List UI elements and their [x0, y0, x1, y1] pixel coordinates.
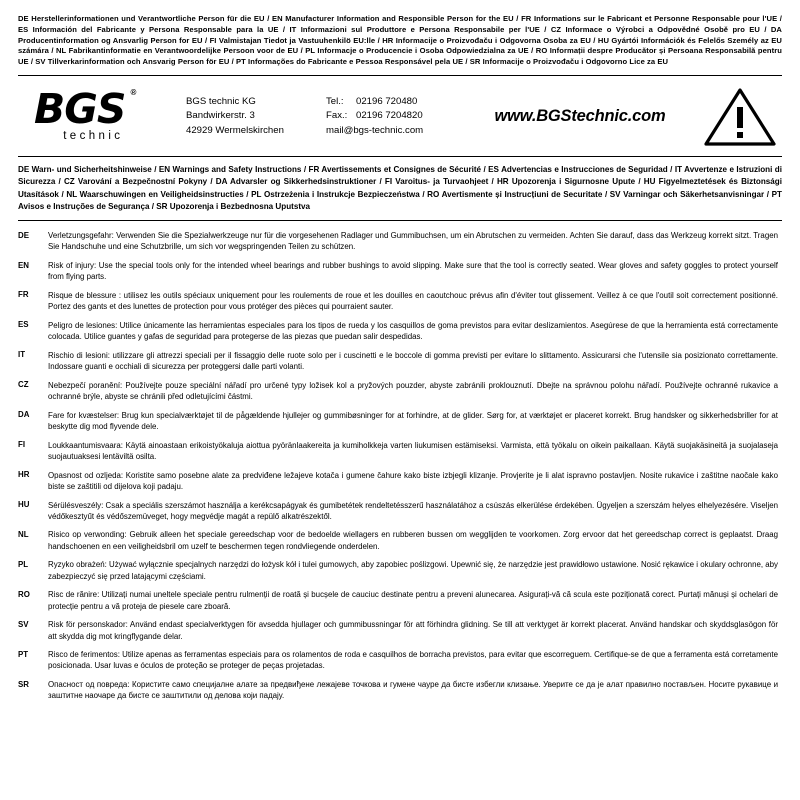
- instruction-text: Loukkaantumisvaara: Käytä ainoastaan erikoistyökaluja aiottua pyöränlaakereita ja kumiholkkeja varten liukumisen estämiseksi. Varmista, että työkalu on oikein paikallaan. Käytä suojakäsineitä ja suojalaseja suojautuaksesi lentäviltä osilta.: [48, 440, 778, 461]
- company-street: Bandwirkerstr. 3: [186, 110, 255, 122]
- instruction-row: [18, 290, 782, 312]
- language-code: DA: [18, 410, 30, 420]
- instruction-text: Sérülésveszély: Csak a speciális szerszámot használja a kerékcsapágyak és gumibetétek rendeltetésszerű használatához a csúszás elkerülése érdekében. Ügyeljen a szerszám helyes elhelyezésére. Viseljen védőkesztyűt és védőszemüveget, hogy megvédje magát a repülő alkatrészektől.: [48, 500, 778, 521]
- fax-row: [326, 109, 476, 124]
- email-row: [326, 124, 476, 139]
- language-code: ES: [18, 320, 29, 330]
- company-address: [186, 95, 326, 140]
- instruction-row: [18, 350, 782, 372]
- language-code: RO: [18, 589, 30, 599]
- instruction-row: [18, 649, 782, 671]
- language-code: PT: [18, 649, 29, 659]
- email-value[interactable]: mail@bgs-technic.com: [326, 125, 424, 137]
- instruction-row: [18, 679, 782, 701]
- instruction-row: [18, 529, 782, 551]
- instructions-list: [18, 221, 782, 702]
- fax-label: Fax.:: [326, 110, 348, 122]
- instruction-row: [18, 500, 782, 522]
- logo-subtext: technic: [63, 130, 124, 143]
- instruction-text: Risk för personskador: Använd endast specialverktygen för avsedda hjullager och gummibussningar för att förhindra glidning. Se till att verktyget är korrekt placerat. Använd handskar och skyddsglasögon för att skydda dig mot kringflygande delar.: [48, 620, 778, 641]
- telephone-row: [326, 95, 476, 110]
- manufacturer-info-block: DE Herstellerinformationen und Verantwortliche Person für die EU / EN Manufacturer Information and Responsible Person for the EU / FR Informations sur le Fabricant et Personne Responsable pour l'UE / ES Información del Fabricante y Persona Responsable para la UE / IT Informazioni sul Produttore e Persona Responsabile per l'UE / CZ Informace o Výrobci a Odpovědné Osobě pro EU / DA Producentinformation og Ansvarlig Person for EU / FI Valmistajan Tiedot ja Vastuuhenkilö EU:lle / HR Informacije o Proizvođaču i Odgovorna Osoba za EU / HU Gyártói Információk és Felelős Személy az EU számára / NL Fabrikantinformatie en Verantwoordelijke Persoon voor de EU / PL Informacje o Producencie i Osoba Odpowiedzialna za UE / RO Informații despre Producător și Persoana Responsabilă pentru UE / SV Tillverkarinformation och Ansvarig Person för EU / PT Informações do Fabricante e Pessoa Responsável pela UE / SR Informacije o Proizvođaču i Odgovorno Lice za EU: [18, 14, 782, 67]
- telephone-label: Tel.:: [326, 95, 344, 107]
- instruction-text: Risc de rănire: Utilizați numai uneltele speciale pentru rulmenții de roată și bucșele de cauciuc destinate pentru a preveni alunecarea. Asigurați-vă că scula este poziționată corect. Purtați mănuși și ochelari de protecție pentru a vă proteja de piesele care zboară.: [48, 590, 778, 611]
- instruction-row: [18, 230, 782, 252]
- instruction-row: [18, 559, 782, 581]
- language-code: NL: [18, 529, 29, 539]
- warning-symbol-area: [684, 87, 782, 147]
- language-code: HU: [18, 500, 30, 510]
- safety-instructions-heading: DE Warn- und Sicherheitshinweise / EN Warnings and Safety Instructions / FR Avertissements et Consignes de Sécurité / ES Advertencias e Instrucciones de Seguridad / IT Avvertenze e Istruzioni di Sicurezza / CZ Varování a Bezpečnostní Pokyny / DA Advarsler og Sikkerhedsinstruktioner / FI Varoitus- ja Turvaohjeet / HR Upozorenja i Sigurnosne Upute / HU Figyelmeztetések és Biztonsági Utasítások / NL Waarschuwingen en Veiligheidsinstructies / PL Ostrzeżenia i Instrukcje Bezpieczeństwa / RO Avertismente și Instrucțiuni de Securitate / SV Varningar och Säkerhetsanvisningar / PT Avisos e Instruções de Segurança / SR Upozorenja i Bezbednosna Uputstva: [18, 164, 782, 211]
- logo-area: [18, 85, 186, 144]
- website-url[interactable]: www.BGStechnic.com: [494, 107, 666, 126]
- bgs-logo: [34, 85, 137, 143]
- instruction-row: [18, 440, 782, 462]
- instruction-text: Ryzyko obrażeń: Używać wyłącznie specjalnych narzędzi do łożysk kół i tulei gumowych, aby zapobiec poślizgowi. Upewnić się, że narzędzie jest prawidłowo ustawione. Nosić rękawice i okulary ochronne, aby zabezpieczyć się przed latającymi częściami.: [48, 560, 778, 581]
- language-code: SR: [18, 679, 29, 689]
- instruction-text: Опасност од повреда: Користите само специјалне алате за предвиђене лежајеве точкова и гумене чауре да бисте избегли клизање. Уверите се да је алат правилно постављен. Носите рукавице и заштитне наочаре да бисте се заштитили од делова који падају.: [48, 680, 778, 701]
- company-contact: [326, 95, 476, 140]
- language-code: FR: [18, 290, 29, 300]
- instruction-row: [18, 260, 782, 282]
- fax-value: 02196 7204820: [356, 110, 423, 122]
- instruction-text: Rischio di lesioni: utilizzare gli attrezzi speciali per il fissaggio delle ruote solo per i cuscinetti e le boccole di gomma previsti per evitare lo slittamento. Assicurarsi che l'utensile sia posizionato correttamente. Indossare guanti e occhiali di sicurezza per proteggersi dalle parti volanti.: [48, 350, 778, 372]
- language-code: IT: [18, 350, 26, 360]
- instruction-text: Peligro de lesiones: Utilice únicamente las herramientas especiales para los tipos de rueda y los casquillos de goma previstos para evitar deslizamientos. Asegúrese de que la herramienta está correctamente colocada. Utilice guantes y gafas de seguridad para protegerse de las piezas que puedan salir despedidas.: [48, 320, 778, 342]
- warning-triangle-icon: [704, 87, 776, 147]
- instruction-row: [18, 410, 782, 432]
- instruction-text: Verletzungsgefahr: Verwenden Sie die Spezialwerkzeuge nur für die vorgesehenen Radlager und Gummibuchsen, um ein Abrutschen zu vermeiden. Achten Sie darauf, dass das Werkzeug korrekt sitzt. Tragen Sie Handschuhe und eine Schutzbrille, um sich vor wegspringenden Teilen zu schützen.: [48, 231, 778, 252]
- language-code: PL: [18, 559, 29, 569]
- language-code: HR: [18, 470, 30, 480]
- language-code: EN: [18, 260, 29, 270]
- instruction-row: [18, 380, 782, 402]
- company-city: 42929 Wermelskirchen: [186, 125, 284, 137]
- instruction-text: Risico op verwonding: Gebruik alleen het speciale gereedschap voor de bedoelde wiellagers en rubberen bussen om wegglijden te voorkomen. Zorg ervoor dat het gereedschap correct is geplaatst. Draag handschoenen en een veiligheidsbril om uzelf te beschermen tegen rondvliegende onderdelen.: [48, 530, 778, 551]
- telephone-value: 02196 720480: [356, 95, 418, 107]
- instruction-text: Opasnost od ozljeda: Koristite samo posebne alate za predviđene ležajeve kotača i gumene čahure kako biste izbjegli klizanje. Provjerite je li alat ispravno postavljen. Nosite rukavice i zaštitne naočale kako biste se zaštitili od dijelova koji padaju.: [48, 470, 778, 491]
- language-code: DE: [18, 230, 29, 240]
- instruction-row: [18, 470, 782, 492]
- instruction-row: [18, 589, 782, 611]
- instruction-text: Nebezpečí poranění: Používejte pouze speciální nářadí pro určené typy ložisek kol a pryžových pouzder, abyste zabránili proklouznutí. Dbejte na správnou polohu nářadí. Používejte ochranné rukavice a ochranné brýle, abyste se chránili před odletujícími částmi.: [48, 380, 778, 401]
- instruction-text: Risque de blessure : utilisez les outils spéciaux uniquement pour les roulements de roue et les douilles en caoutchouc prévus afin d'éviter tout glissement. Veillez à ce que l'outil soit correctement positionné. Portez des gants et des lunettes de protection pour vous protéger des pièces qui pourraient sauter.: [48, 290, 778, 312]
- instruction-text: Risk of injury: Use the special tools only for the intended wheel bearings and rubber bushings to avoid slipping. Make sure that the tool is correctly seated. Wear gloves and safety goggles to protect yourself from flying parts.: [48, 261, 778, 282]
- instruction-row: [18, 619, 782, 641]
- instruction-text: Fare for kvæstelser: Brug kun specialværktøjet til de pågældende hjullejer og gummibøsninger for at forhindre, at de glider. Sørg for, at værktøjet er placeret korrekt. Brug handsker og sikkerhedsbriller for at beskytte dig mod flyvende dele.: [48, 410, 778, 431]
- instruction-row: [18, 320, 782, 342]
- instruction-text: Risco de ferimentos: Utilize apenas as ferramentas especiais para os rolamentos de roda e casquilhos de borracha previstos, para evitar que escorreguem. Certifique-se de que a ferramenta está corretamente posicionada. Usar luvas e óculos de proteção se proteger de peças projetadas.: [48, 650, 778, 671]
- registered-trademark-icon: ®: [130, 88, 137, 98]
- company-name: BGS technic KG: [186, 95, 256, 107]
- company-contact-band: [18, 76, 782, 156]
- language-code: FI: [18, 440, 26, 450]
- language-code: CZ: [18, 380, 29, 390]
- logo-wordmark: BGS: [34, 85, 126, 134]
- language-code: SV: [18, 619, 29, 629]
